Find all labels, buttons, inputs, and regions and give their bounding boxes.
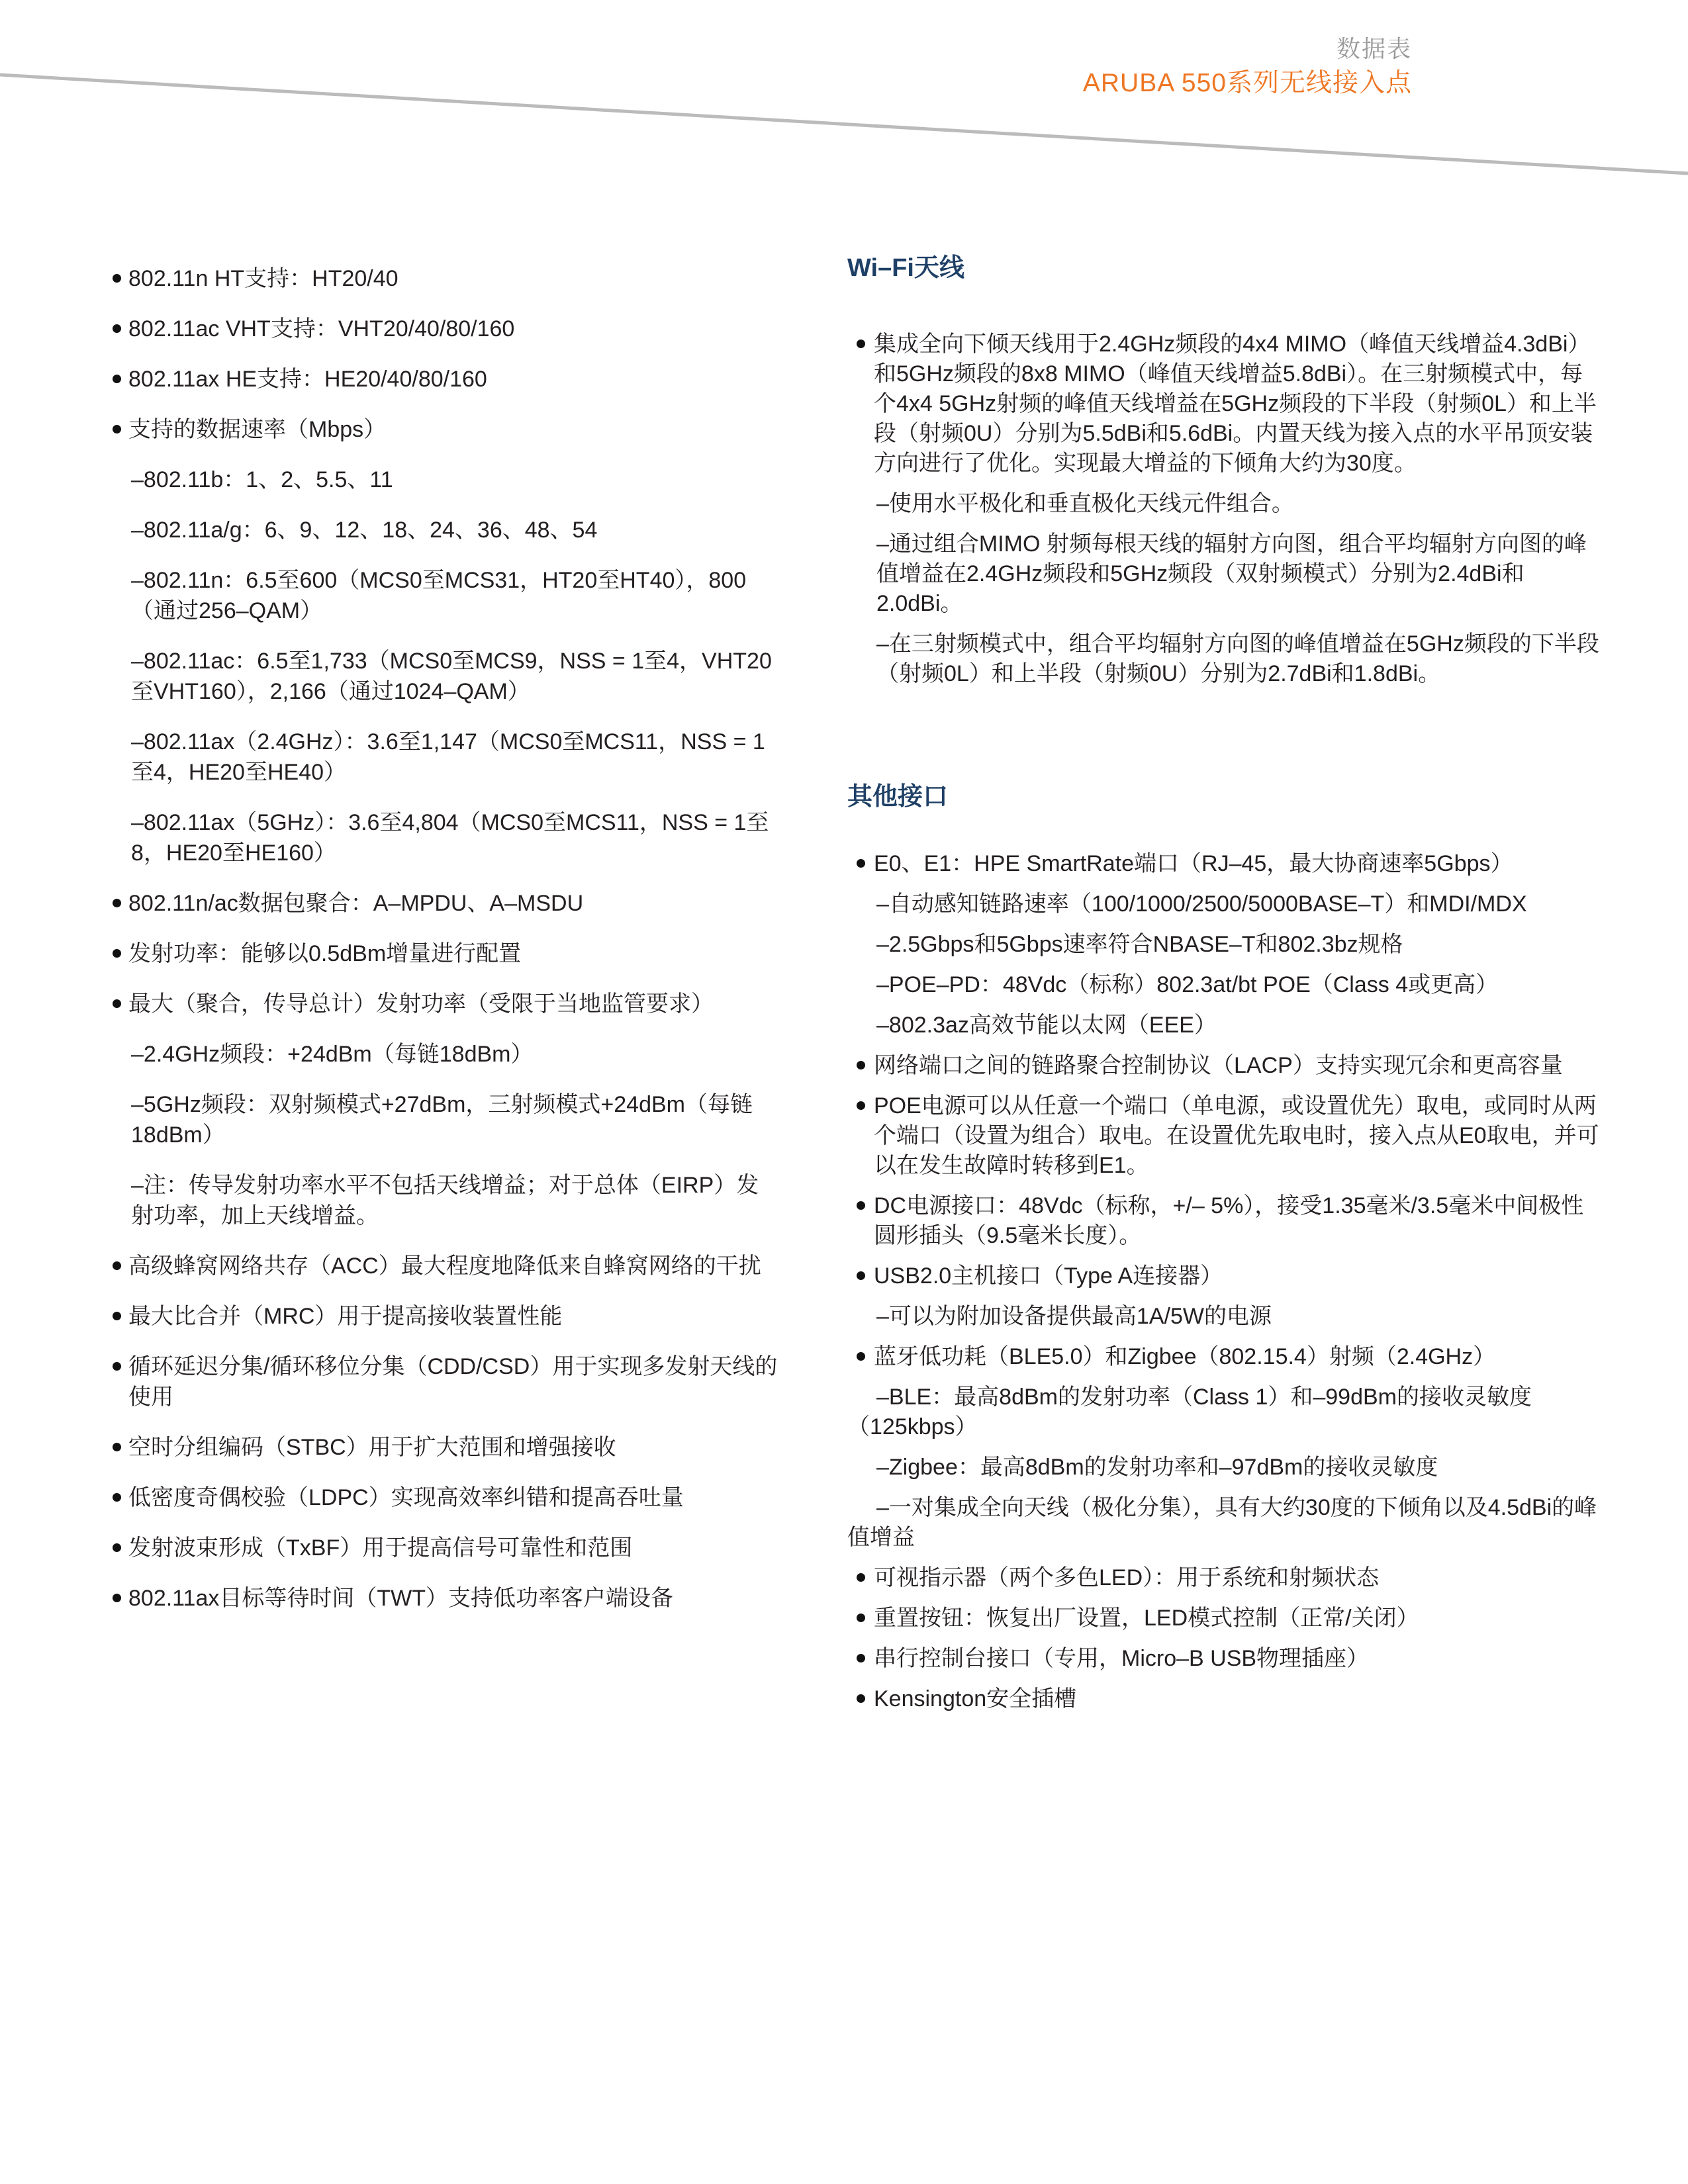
item-text: 循环延迟分集/循环移位分集（CDD/CSD）用于实现多发射天线的使用 — [128, 1354, 778, 1410]
item-text: –2.4GHz频段：+24dBm（每链18dBm） — [131, 1042, 534, 1067]
item-text: –使用水平极化和垂直极化天线元件组合。 — [876, 491, 1294, 516]
sub-item — [113, 465, 778, 495]
sub-item — [113, 565, 778, 626]
item-text: –802.11n：6.5至600（MCS0至MCS31，HT20至HT40），800（通过256–QAM） — [131, 568, 747, 623]
other-interfaces-list — [847, 849, 1605, 1714]
bullet-item — [113, 1251, 778, 1281]
item-text: –自动感知链路速率（100/1000/2500/5000BASE–T）和MDI/MDX — [876, 891, 1527, 917]
sub-item — [113, 807, 778, 868]
sub-item — [847, 930, 1605, 960]
bullet-item — [113, 1583, 778, 1614]
item-text: 高级蜂窝网络共存（ACC）最大程度地降低来自蜂窝网络的干扰 — [128, 1253, 761, 1279]
item-text: 802.11ax HE支持：HE20/40/80/160 — [128, 367, 487, 392]
item-text: –5GHz频段：双射频模式+27dBm，三射频模式+24dBm（每链18dBm） — [131, 1092, 753, 1148]
bullet-item — [847, 330, 1605, 478]
item-text: 最大比合并（MRC）用于提高接收装置性能 — [128, 1304, 563, 1329]
page-header — [1083, 32, 1412, 101]
sub-item — [113, 1089, 778, 1150]
bullet-item — [847, 1342, 1605, 1372]
item-text: 重置按钮：恢复出厂设置，LED模式控制（正常/关闭） — [874, 1606, 1419, 1631]
sub-item — [847, 489, 1605, 519]
bullet-item — [113, 1533, 778, 1563]
sub-item — [847, 1302, 1605, 1332]
bullet-item — [113, 989, 778, 1019]
item-text: –Zigbee：最高8dBm的发射功率和–97dBm的接收灵敏度 — [876, 1455, 1438, 1480]
item-text: –可以为附加设备提供最高1A/5W的电源 — [876, 1304, 1272, 1329]
item-text: POE电源可以从任意一个端口（单电源，或设置优先）取电，或同时从两个端口（设置为组合）取电。在设置优先取电时，接入点从E0取电，并可以在发生故障时转移到E1。 — [874, 1093, 1599, 1178]
bullet-item — [847, 1563, 1605, 1593]
bullet-item — [113, 414, 778, 445]
bullet-item — [113, 1432, 778, 1463]
doc-title: ARUBA 550系列无线接入点 — [1082, 69, 1412, 97]
doc-type-label: 数据表 — [1336, 35, 1412, 62]
item-text: –在三射频模式中，组合平均辐射方向图的峰值增益在5GHz频段的下半段（射频0L）和上半段（射频0U）分别为2.7dBi和1.8dBi。 — [876, 631, 1599, 686]
bullet-item — [113, 938, 778, 969]
sub-item — [847, 1011, 1605, 1040]
item-text: 网络端口之间的链路聚合控制协议（LACP）支持实现冗余和更高容量 — [874, 1053, 1563, 1078]
bullet-item — [847, 1261, 1605, 1291]
item-text: 发射波束形成（TxBF）用于提高信号可靠性和范围 — [128, 1535, 633, 1561]
item-text: –BLE：最高8dBm的发射功率（Class 1）和–99dBm的接收灵敏度（125kbps） — [847, 1385, 1532, 1439]
item-text: E0、E1：HPE SmartRate端口（RJ–45，最大协商速率5Gbps） — [874, 851, 1513, 876]
sub-item — [847, 1453, 1605, 1482]
bullet-item — [847, 849, 1605, 879]
item-text: 802.11n HT支持：HT20/40 — [128, 266, 399, 291]
section-wifi-antenna — [847, 253, 1605, 689]
item-text: 最大（聚合，传导总计）发射功率（受限于当地监管要求） — [128, 991, 714, 1017]
sub-item — [113, 1170, 778, 1231]
bullet-item — [113, 888, 778, 919]
bullet-item — [113, 263, 778, 294]
bullet-item — [113, 364, 778, 394]
item-text: –802.11a/g：6、9、12、18、24、36、48、54 — [131, 518, 598, 543]
item-text: 802.11n/ac数据包聚合：A–MPDU、A–MSDU — [128, 891, 584, 916]
sub-item — [847, 1493, 1605, 1553]
item-text: –802.11ax（5GHz）：3.6至4,804（MCS0至MCS11，NSS = 1至8，HE20至HE160） — [131, 810, 769, 866]
item-text: 802.11ax目标等待时间（TWT）支持低功率客户端设备 — [128, 1586, 674, 1611]
sub-item — [847, 629, 1605, 689]
item-text: 集成全向下倾天线用于2.4GHz频段的4x4 MIMO（峰值天线增益4.3dBi）和5GHz频段的8x8 MIMO（峰值天线增益5.8dBi）。在三射频模式中，每个4x4 5GHz射频的峰值天线增益在5GHz频段的下半段（射频0L）和上半段（射频0U）分别为5.5dBi和5.6dBi。内置天线为接入点的水平吊顶安装方向进行了优化。实现最大增益的下倾角大约为30度。 — [874, 332, 1597, 476]
bullet-item — [847, 1191, 1605, 1251]
diagonal-rule — [0, 0, 1688, 199]
sub-item — [113, 1039, 778, 1069]
sub-item — [847, 970, 1605, 1000]
item-text: –2.5Gbps和5Gbps速率符合NBASE–T和802.3bz规格 — [876, 932, 1403, 957]
item-text: –802.3az高效节能以太网（EEE） — [876, 1013, 1217, 1038]
item-text: 802.11ac VHT支持：VHT20/40/80/160 — [128, 316, 515, 341]
item-text: –注：传导发射功率水平不包括天线增益；对于总体（EIRP）发射功率，加上天线增益。 — [131, 1173, 759, 1228]
item-text: USB2.0主机接口（Type A连接器） — [874, 1263, 1223, 1289]
right-column — [847, 253, 1605, 1725]
bullet-item — [847, 1604, 1605, 1633]
item-text: –802.11ax（2.4GHz）：3.6至1,147（MCS0至MCS11，NSS = 1至4，HE20至HE40） — [131, 729, 765, 785]
section-other-interfaces — [847, 782, 1605, 1714]
sub-item — [113, 646, 778, 707]
item-text: –802.11ac：6.5至1,733（MCS0至MCS9，NSS = 1至4，VHT20至VHT160），2,166（通过1024–QAM） — [131, 649, 772, 704]
item-text: –通过组合MIMO 射频每根天线的辐射方向图，组合平均辐射方向图的峰值增益在2.4GHz频段和5GHz频段（双射频模式）分别为2.4dBi和2.0dBi。 — [876, 531, 1587, 616]
bullet-item — [113, 1482, 778, 1513]
item-text: 可视指示器（两个多色LED）：用于系统和射频状态 — [874, 1565, 1380, 1590]
bullet-item — [113, 314, 778, 344]
sub-item — [113, 727, 778, 788]
bullet-item — [847, 1684, 1605, 1714]
item-text: –POE–PD：48Vdc（标称）802.3at/bt POE（Class 4或更高） — [876, 972, 1499, 997]
item-text: –802.11b：1、2、5.5、11 — [131, 467, 393, 492]
item-text: 发射功率：能够以0.5dBm增量进行配置 — [128, 941, 522, 966]
section-heading-wifi-antenna: Wi–Fi天线 — [847, 254, 964, 282]
item-text: 空时分组编码（STBC）用于扩大范围和增强接收 — [128, 1435, 616, 1460]
sub-item — [847, 1383, 1605, 1442]
left-column — [113, 263, 778, 1633]
item-text: 蓝牙低功耗（BLE5.0）和Zigbee（802.15.4）射频（2.4GHz） — [874, 1344, 1496, 1369]
bullet-item — [113, 1351, 778, 1412]
item-text: 串行控制台接口（专用，Micro–B USB物理插座） — [874, 1646, 1370, 1671]
radio-spec-list — [113, 263, 778, 1614]
item-text: Kensington安全插槽 — [874, 1686, 1077, 1711]
section-heading-other-interfaces: 其他接口 — [847, 783, 949, 811]
bullet-item — [847, 1051, 1605, 1081]
item-text: 低密度奇偶校验（LDPC）实现高效率纠错和提高吞吐量 — [128, 1485, 684, 1510]
bullet-item — [113, 1301, 778, 1332]
item-text: 支持的数据速率（Mbps） — [128, 417, 387, 442]
sub-item — [847, 529, 1605, 619]
item-text: DC电源接口：48Vdc（标称，+/– 5%），接受1.35毫米/3.5毫米中间极性圆形插头（9.5毫米长度）。 — [874, 1193, 1584, 1248]
bullet-item — [847, 1091, 1605, 1181]
bullet-item — [847, 1644, 1605, 1674]
item-text: –一对集成全向天线（极化分集），具有大约30度的下倾角以及4.5dBi的峰值增益 — [847, 1495, 1597, 1550]
sub-item — [113, 515, 778, 545]
sub-item — [847, 889, 1605, 919]
wifi-antenna-list — [847, 330, 1605, 689]
